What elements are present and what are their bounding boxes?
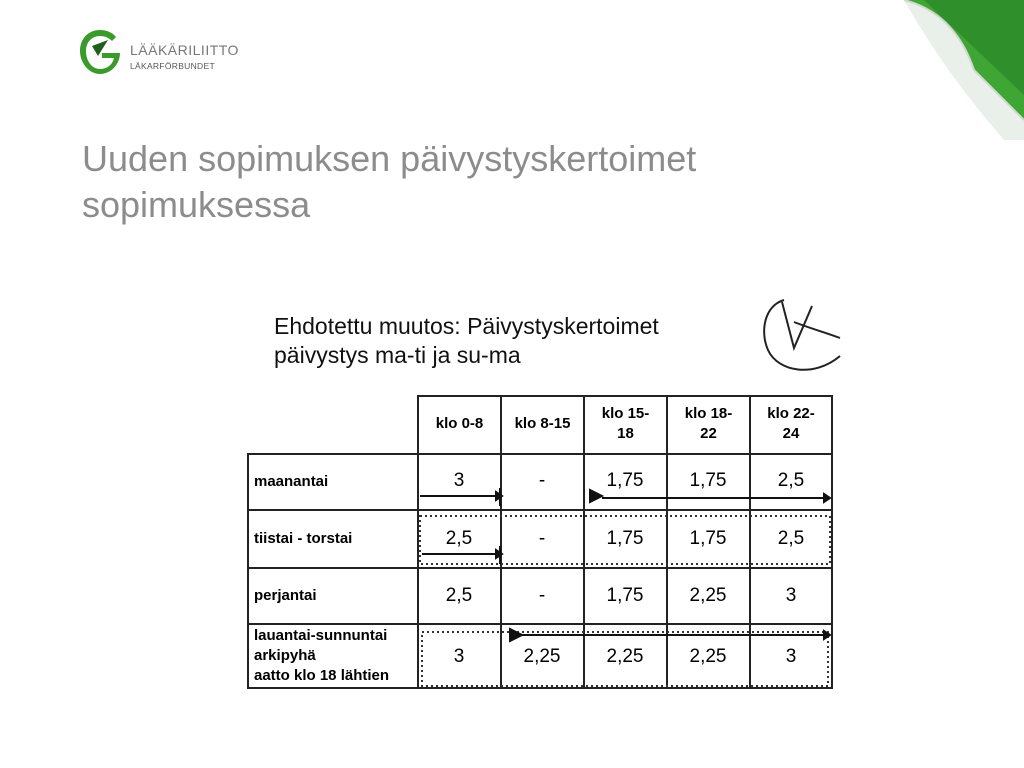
cell-r2-c3: 1,75 [606, 528, 644, 549]
col-header-18-22: klo 18- 22 [684, 405, 733, 442]
row-label-perjantai: perjantai [254, 587, 317, 604]
row-label-lauantai-sunnuntai: lauantai-sunnuntai arkipyhä aatto klo 18 lähtien [254, 627, 390, 684]
cell-r1-c2: - [538, 470, 546, 491]
logo-mark-icon [78, 28, 122, 76]
cell-r2-c5: 2,5 [777, 528, 805, 549]
logo-subname: LÄKARFÖRBUNDET [130, 61, 215, 71]
cell-r3-c3: 1,75 [606, 585, 644, 606]
title-line-1: Uuden sopimuksen päivystyskertoimet [82, 138, 697, 179]
col-header-22-24: klo 22- 24 [767, 405, 815, 442]
cell-r3-c4: 2,25 [689, 585, 727, 606]
cell-r1-c3: 1,75 [606, 470, 644, 491]
cell-r4-c2: 2,25 [523, 646, 561, 667]
scan-heading-line-2: päivystys ma-ti ja su-ma [274, 342, 521, 368]
scan-heading-line-1: Ehdotettu muutos: Päivystyskertoimet [274, 313, 659, 339]
row-label-maanantai: maanantai [254, 473, 329, 490]
row-label-tiistai-torstai: tiistai - torstai [254, 530, 353, 547]
cell-r4-c4: 2,25 [689, 646, 727, 667]
cell-r3-c5: 3 [785, 585, 797, 606]
cell-r2-c2: - [538, 528, 546, 549]
logo-name: LÄÄKÄRILIITTO [130, 42, 239, 58]
col-header-8-15: klo 8-15 [514, 415, 571, 432]
cell-r4-c5: 3 [785, 646, 797, 667]
cell-r1-c1: 3 [453, 470, 465, 491]
cell-r1-c5: 2,5 [777, 470, 805, 491]
cell-r3-c1: 2,5 [445, 585, 473, 606]
cell-r1-c4: 1,75 [689, 470, 727, 491]
scanned-document [246, 292, 846, 692]
cell-r4-c1: 3 [453, 646, 465, 667]
corner-page-curl [884, 0, 1024, 140]
cell-r4-c3: 2,25 [606, 646, 644, 667]
cell-r2-c4: 1,75 [689, 528, 727, 549]
brand-logo [78, 28, 278, 80]
col-header-15-18: klo 15- 18 [601, 405, 650, 442]
cell-r2-c1: 2,5 [445, 528, 473, 549]
title-line-2: sopimuksessa [82, 184, 311, 225]
slide-title [82, 136, 882, 228]
col-header-0-8: klo 0-8 [435, 415, 484, 432]
cell-r3-c2: - [538, 585, 546, 606]
